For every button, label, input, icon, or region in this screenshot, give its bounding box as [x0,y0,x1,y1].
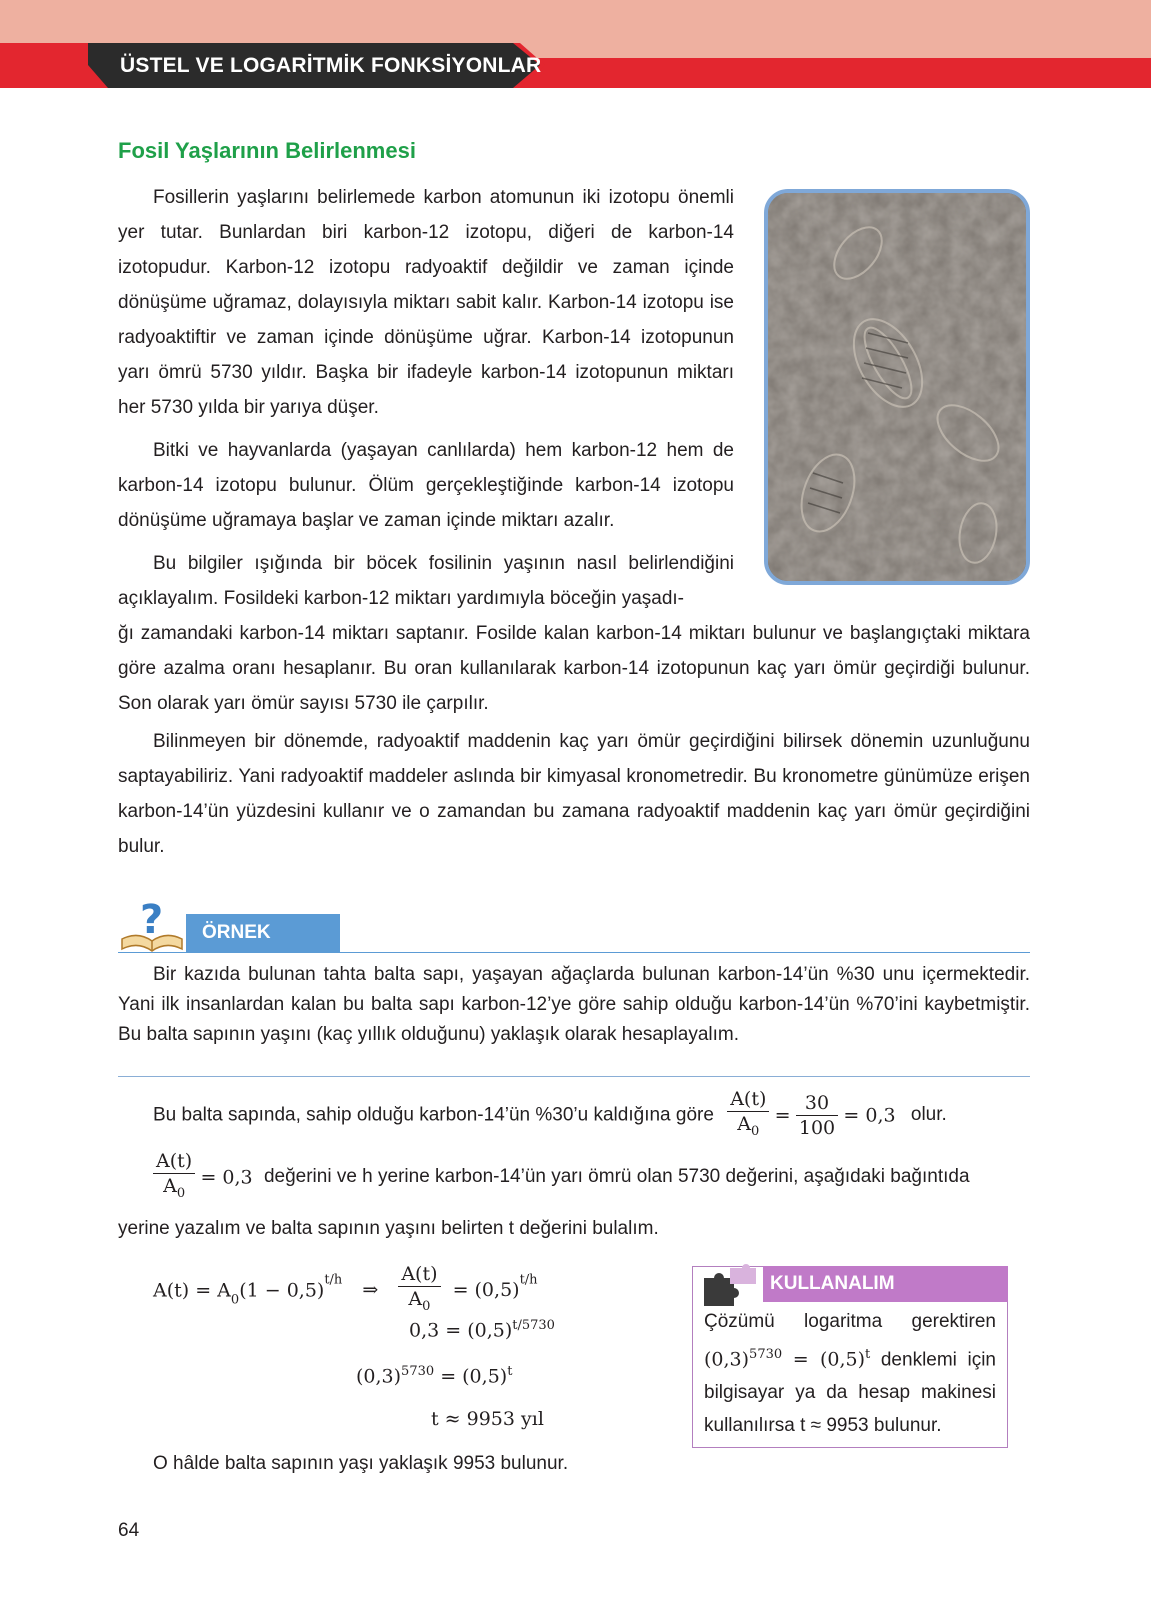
equals-sign: = [774,1104,791,1127]
kullanalim-line-1: Çözümü logaritma gerektiren [704,1311,996,1332]
fraction-at-a0: $\frac{A(t)}{A_0}$ [727,1087,769,1144]
kullanalim-line-3: bilgisayar ya da hesap makinesi [704,1382,996,1404]
svg-text:?: ? [140,897,164,943]
page-number: 64 [118,1520,140,1541]
solution-line-1-end: olur. [910,1104,947,1126]
solution-line-2 [153,1149,970,1206]
solution-line-1-text: Bu balta sapında, sahip olduğu karbon-14’ün %30’u kaldığına göre [153,1104,714,1126]
fossil-photo [764,189,1030,585]
equation-3: $(0,3)^{5730} = (0,5)^t$ [356,1364,513,1388]
fossil-texture [768,193,1030,585]
kullanalim-label: KULLANALIM [770,1273,895,1294]
paragraph-1: Fosillerin yaşlarını belirlemede karbon atomunun iki izotopu önemli yer tutar. Bunlardan biri karbon-12 izotopu, diğeri de karbon-14 izotopudur. Karbon-12 izotopu radyoaktif değildir ve zaman içinde dönüşüme uğramaz, dolayısıyla miktarı sabit kalır. Karbon-14 izotopu ise radyoaktiftir ve zaman içinde dönüşüme uğrar. Karbon-14 izotopunun yarı ömrü 5730 yıldır. Başka bir ifadeyle karbon-14 izotopunun miktarı her 5730 yılda bir yarıya düşer. [118,187,734,418]
equals-value: = 0,3 [843,1104,896,1127]
solution-line-1 [153,1087,947,1144]
book-question-icon [118,895,186,955]
equation-result: t ≈ 9953 yıl [431,1408,544,1430]
equation-2: $0,3 = (0,5)^{t/5730}$ [409,1318,555,1342]
solution-line-2-text: değerini ve h yerine karbon-14’ün yarı ömrü olan 5730 değerini, aşağıdaki bağıntıda [263,1166,970,1188]
paragraph-2: Bitki ve hayvanlarda (yaşayan canlılarda) hem karbon-12 hem de karbon-14 izotopu bulunur. Ölüm gerçekleştiğinde karbon-14 izotopu dönüşüme uğramaya başlar ve zaman içinde miktarı azalır. [118,440,734,531]
paragraph-3a: Bu bilgiler ışığında bir böcek fosilinin yaşının nasıl belirlendiğini açıklayalım. Fosildeki karbon-12 miktarı yardımıyla böceğin yaşadı- [118,553,734,609]
kullanalim-line-2: $(0,3)^{5730} = (0,5)^t$ denklemi için [704,1347,996,1371]
paragraph-3b: ğı zamandaki karbon-14 miktarı saptanır. Fosilde kalan karbon-14 miktarı bulunur ve başlangıçtaki miktara göre azalma oranı hesaplanır. Bu oran kullanılarak karbon-14 izotopunun kaç yarı ömür geçirdiği bulunur. Son olarak yarı ömür sayısı 5730 ile çarpılır. [118,623,1030,714]
equation-1: $A(t) = A_0(1 - 0,5)^{t/h}$ ⇒ $\frac{A(t)}{A_0}$ = $(0,5)^{t/h}$ [153,1262,538,1319]
ornek-text: Bir kazıda bulunan tahta balta sapı, yaşayan ağaçlarda bulunan karbon-14’ün %30 unu içermektedir. Yani ilk insanlardan kalan bu balta sapı karbon-12’ye göre sahip olduğu karbon-14’ün %70’ini kaybetmiştir. Bu balta sapının yaşını (kaç yıllık olduğunu) yaklaşık olarak hesaplayalım. [118,964,1030,1045]
paragraph-4: Bilinmeyen bir dönemde, radyoaktif maddenin kaç yarı ömür geçirdiğini bilirsek dönemin uzunluğunu saptayabiliriz. Yani radyoaktif maddeler aslında bir kimyasal kronometredir. Bu kronometre günümüze erişen karbon-14’ün yüzdesini kullanır ve o zamandan bu zamana radyoaktif maddenin kaç yarı ömür geçirdiğini bulur. [118,731,1030,857]
chapter-title: ÜSTEL VE LOGARİTMİK FONKSİYONLAR [120,54,542,77]
kullanalim-text [704,1305,996,1442]
ornek-divider-top [118,952,1030,953]
fraction-30-100: $\frac{30}{100}$ [796,1091,838,1140]
kullanalim-line-4: kullanılırsa t ≈ 9953 bulunur. [704,1415,942,1437]
equals-value-2: = 0,3 [200,1166,253,1189]
section-title: Fosil Yaşlarının Belirlenmesi [118,138,416,163]
ornek-divider-bottom [118,1076,1030,1077]
puzzle-icon [700,1264,758,1306]
fraction-at-a0-2: $\frac{A(t)}{A_0}$ [153,1149,195,1206]
fraction-at-a0-3: $\frac{A(t)}{A_0}$ [398,1262,440,1319]
header-red-stripe [500,58,1151,88]
ornek-label: ÖRNEK [202,922,271,943]
conclusion: O hâlde balta sapının yaşı yaklaşık 9953 bulunur. [153,1453,569,1474]
solution-line-3: yerine yazalım ve balta sapının yaşını belirten t değerini bulalım. [118,1218,659,1239]
implies-arrow: ⇒ [362,1279,379,1302]
